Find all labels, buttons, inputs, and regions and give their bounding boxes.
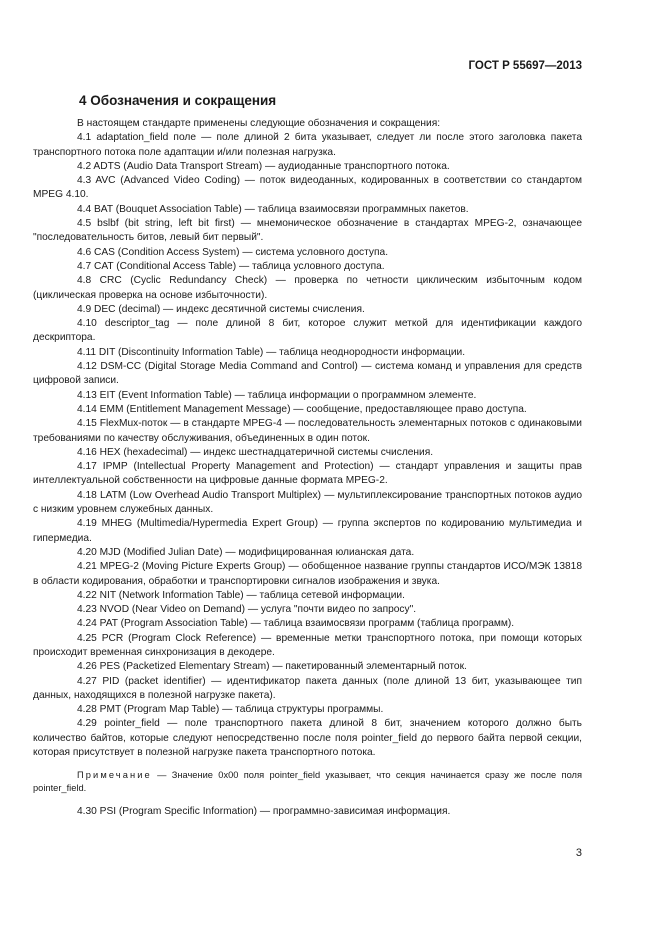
section-title: 4 Обозначения и сокращения: [79, 93, 277, 108]
list-item: 4.23 NVOD (Near Video on Demand) — услуга "почти видео по запросу".: [77, 604, 417, 616]
note-text: — Значение 0x00 поля pointer_field указывает, что секция начинается сразу же после поля pointer_field.: [33, 770, 582, 794]
list-item: 4.29 pointer_field — поле транспортного пакета длиной 8 бит, значением которого должно быть количество байтов, которые следуют непосредственно после поля pointer_field до первого байта первой секции, которая присутствует в полезной нагрузке пакета транспортного потока.: [33, 718, 582, 759]
page-number: 3: [575, 847, 582, 859]
list-item: 4.13 EIT (Event Information Table) — таблица информации о программном элементе.: [77, 389, 477, 401]
list-item: 4.30 PSI (Program Specific Information) — программно-зависимая информация.: [77, 806, 451, 818]
list-item: 4.10 descriptor_tag — поле длиной 8 бит, которое служит меткой для идентификации каждого дескриптора.: [33, 318, 582, 344]
list-item: 4.28 PMT (Program Map Table) — таблица структуры программы.: [77, 704, 384, 716]
list-item: 4.21 MPEG-2 (Moving Picture Experts Group) — обобщенное название группы стандартов ИСО/МЭК 13818 в области кодирования, обработки и транспортировки сигналов изображения и звука.: [33, 561, 582, 587]
list-item: 4.1 adaptation_field поле — поле длиной 2 бита указывает, следует ли после этого заголовка пакета транспортного потока поле адаптации и/или полезная нагрузка.: [33, 132, 582, 158]
document-body: [33, 117, 582, 820]
list-item: 4.9 DEC (decimal) — индекс десятичной системы счисления.: [77, 303, 365, 315]
list-item: 4.20 MJD (Modified Julian Date) — модифицированная юлианская дата.: [77, 546, 415, 558]
list-item: 4.18 LATM (Low Overhead Audio Transport Multiplex) — мультиплексирование транспортных потоков аудио с низким уровнем служебных данных.: [33, 489, 582, 516]
list-item: 4.12 DSM-CC (Digital Storage Media Command and Control) — система команд и управления для средств цифровой записи.: [33, 361, 582, 387]
note-label: Примечание: [77, 770, 152, 781]
list-item: 4.27 PID (packet identifier) — идентификатор пакета данных (поле длиной 13 бит, указывающее тип данных, находящихся в полезной нагрузке пакета).: [33, 675, 582, 701]
list-item: 4.5 bslbf (bit string, left bit first) — мнемоническое обозначение в стандартах MPEG-2, означающее "последовательность битов, левый бит первый".: [33, 218, 582, 244]
list-item: 4.11 DIT (Discontinuity Information Table) — таблица неоднородности информации.: [77, 346, 466, 358]
list-item: 4.17 IPMP (Intellectual Property Management and Protection) — стандарт управления и защиты прав интеллектуальной собственности на цифровые данные формата MPEG-2.: [33, 461, 582, 487]
list-item: 4.14 EMM (Entitlement Management Message) — сообщение, предоставляющее право доступа.: [77, 403, 527, 415]
list-item: 4.6 CAS (Condition Access System) — система условного доступа.: [77, 246, 389, 258]
list-item: 4.15 FlexMux-поток — в стандарте MPEG-4 — последовательность элементарных потоков с одинаковыми требованиями по качеству обслуживания, объединенных в один поток.: [33, 418, 582, 444]
list-item: 4.26 PES (Packetized Elementary Stream) — пакетированный элементарный поток.: [77, 661, 467, 673]
list-item: 4.22 NIT (Network Information Table) — таблица сетевой информации.: [77, 589, 405, 601]
list-item: 4.24 PAT (Program Association Table) — таблица взаимосвязи программ (таблица программ).: [77, 618, 515, 630]
list-item: 4.8 CRC (Cyclic Redundancy Check) — проверка по четности циклическим избыточным кодом (циклическая проверка на основе избыточности).: [33, 275, 582, 301]
list-item: 4.2 ADTS (Audio Data Transport Stream) — аудиоданные транспортного потока.: [77, 160, 450, 172]
list-item: 4.7 CAT (Conditional Access Table) — таблица условного доступа.: [77, 260, 385, 272]
intro-paragraph: В настоящем стандарте применены следующие обозначения и сокращения:: [77, 118, 441, 129]
list-item: 4.3 AVC (Advanced Video Coding) — поток видеоданных, кодированных в соответствии со стандартом MPEG 4.10.: [33, 175, 582, 201]
list-item: 4.4 BAT (Bouquet Association Table) — таблица взаимосвязи программных пакетов.: [77, 203, 469, 215]
list-item: 4.16 HEX (hexadecimal) — индекс шестнадцатеричной системы счисления.: [77, 446, 434, 458]
list-item: 4.25 PCR (Program Clock Reference) — временные метки транспортного потока, при помощи которых происходит временная синхронизация в декодере.: [33, 632, 582, 658]
document-header: ГОСТ Р 55697—2013: [468, 60, 582, 72]
note-paragraph: [33, 769, 582, 795]
list-item: 4.19 MHEG (Multimedia/Hypermedia Expert Group) — группа экспертов по кодированию мультимедиа и гипермедиа.: [33, 518, 582, 544]
